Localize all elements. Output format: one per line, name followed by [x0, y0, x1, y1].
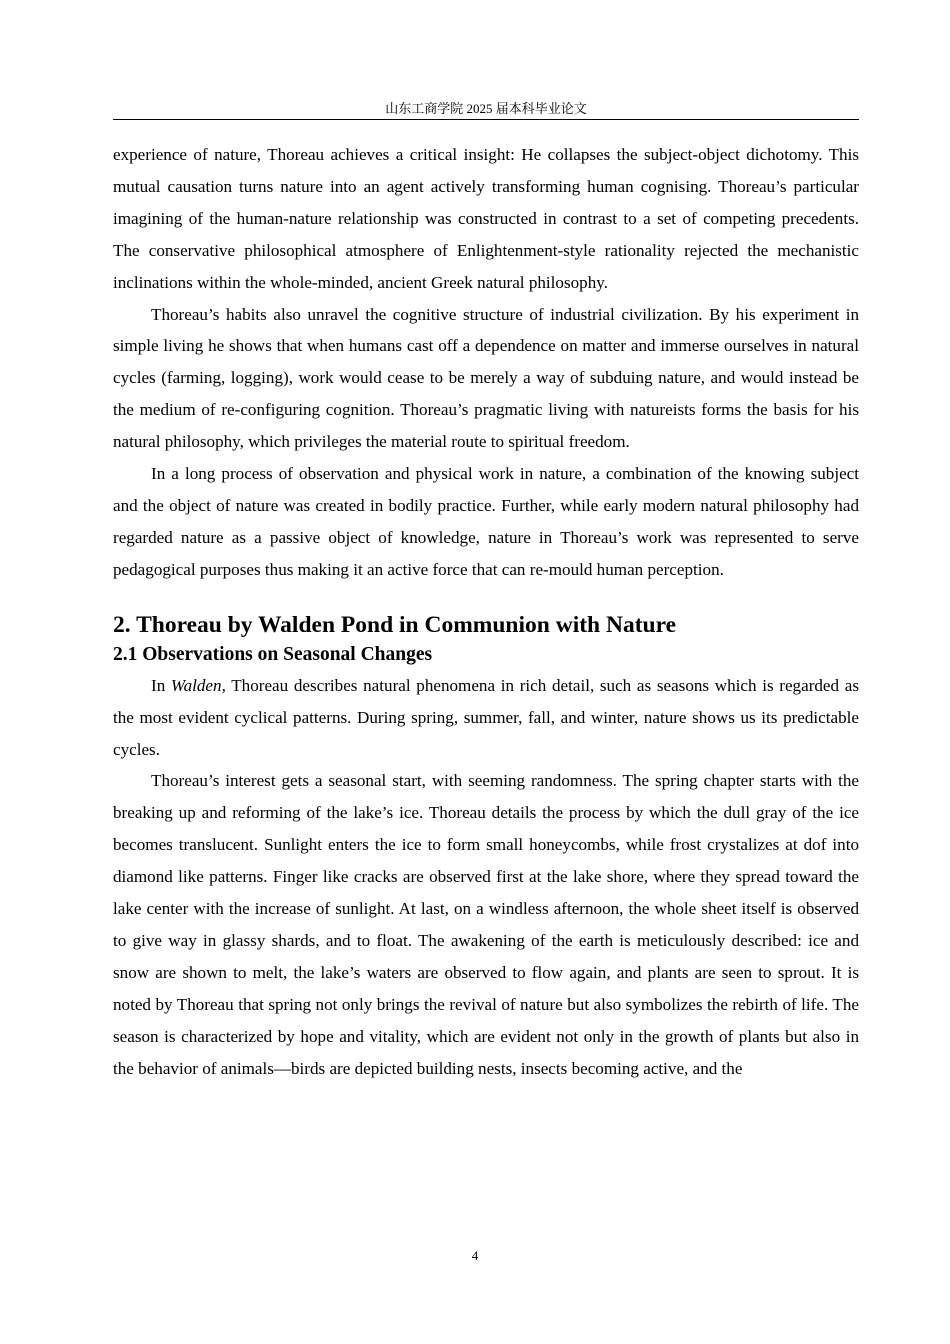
paragraph-spring: Thoreau’s interest gets a seasonal start, with seeming randomness. The spring chapter starts with the breaking up and reforming of the lake’s ice. Thoreau details the process by which the dull gray of the ice becomes translucent. Sunlight enters the ice to form small honeycombs, while frost crystalizes at dof into diamond like patterns. Finger like cracks are observed first at the lake shore, where they spread toward the lake center with the increase of sunlight. At last, on a windless afternoon, the whole sheet itself is observed to give way in glassy shards, and to float. The awakening of the earth is meticulously described: ice and snow are shown to melt, the lake’s waters are observed to flow again, and plants are seen to sprout. It is noted by Thoreau that spring not only brings the revival of nature but also symbolizes the rebirth of life. The season is characterized by hope and vitality, which are evident not only in the growth of plants but also in the behavior of animals—birds are depicted building nests, insects becoming active, and the — [113, 771, 859, 1078]
walden-rest-text: , Thoreau describes natural phenomena in rich detail, such as seasons which is regarded as the most evident cyclical patterns. During spring, summer, fall, and winter, nature shows us its predictable cycles. — [113, 675, 859, 759]
paragraph-bodily-practice: In a long process of observation and physical work in nature, a combination of the knowing subject and the object of nature was created in bodily practice. Further, while early modern natural philosophy had regarded nature as a passive object of knowledge, nature in Thoreau’s work was represented to serve pedagogical purposes thus making it an active force that can re-mould human perception. — [113, 464, 859, 579]
page-number: 4 — [471, 1248, 479, 1263]
paragraph-industrial-civilization: Thoreau’s habits also unravel the cognitive structure of industrial civilization. By his experiment in simple living he shows that when humans cast off a dependence on matter and immerse ourselves in natural cycles (farming, logging), work would cease to be merely a way of subduing nature, and would instead be the medium of re-configuring cognition. Thoreau’s pragmatic living with natureists forms the basis for his natural philosophy, which privileges the material route to spiritual freedom. — [113, 304, 859, 452]
subsection-heading: 2.1 Observations on Seasonal Changes — [113, 643, 433, 665]
walden-lead-text: In — [151, 675, 171, 695]
header-rule — [113, 119, 859, 120]
paragraph-walden-seasons — [113, 670, 859, 766]
book-title-walden: Walden — [170, 675, 222, 695]
body-text — [113, 139, 859, 1084]
section-heading: 2. Thoreau by Walden Pond in Communion with Nature — [113, 611, 677, 638]
running-header: 山东工商学院 2025 届本科毕业论文 — [385, 101, 587, 116]
paragraph-continuation: experience of nature, Thoreau achieves a critical insight: He collapses the subject-object dichotomy. This mutual causation turns nature into an agent actively transforming human cognising. Thoreau’s particular imagining of the human-nature relationship was constructed in contrast to a set of competing precedents. The conservative philosophical atmosphere of Enlightenment-style rationality rejected the mechanistic inclinations within the whole-minded, ancient Greek natural philosophy. — [113, 145, 859, 292]
